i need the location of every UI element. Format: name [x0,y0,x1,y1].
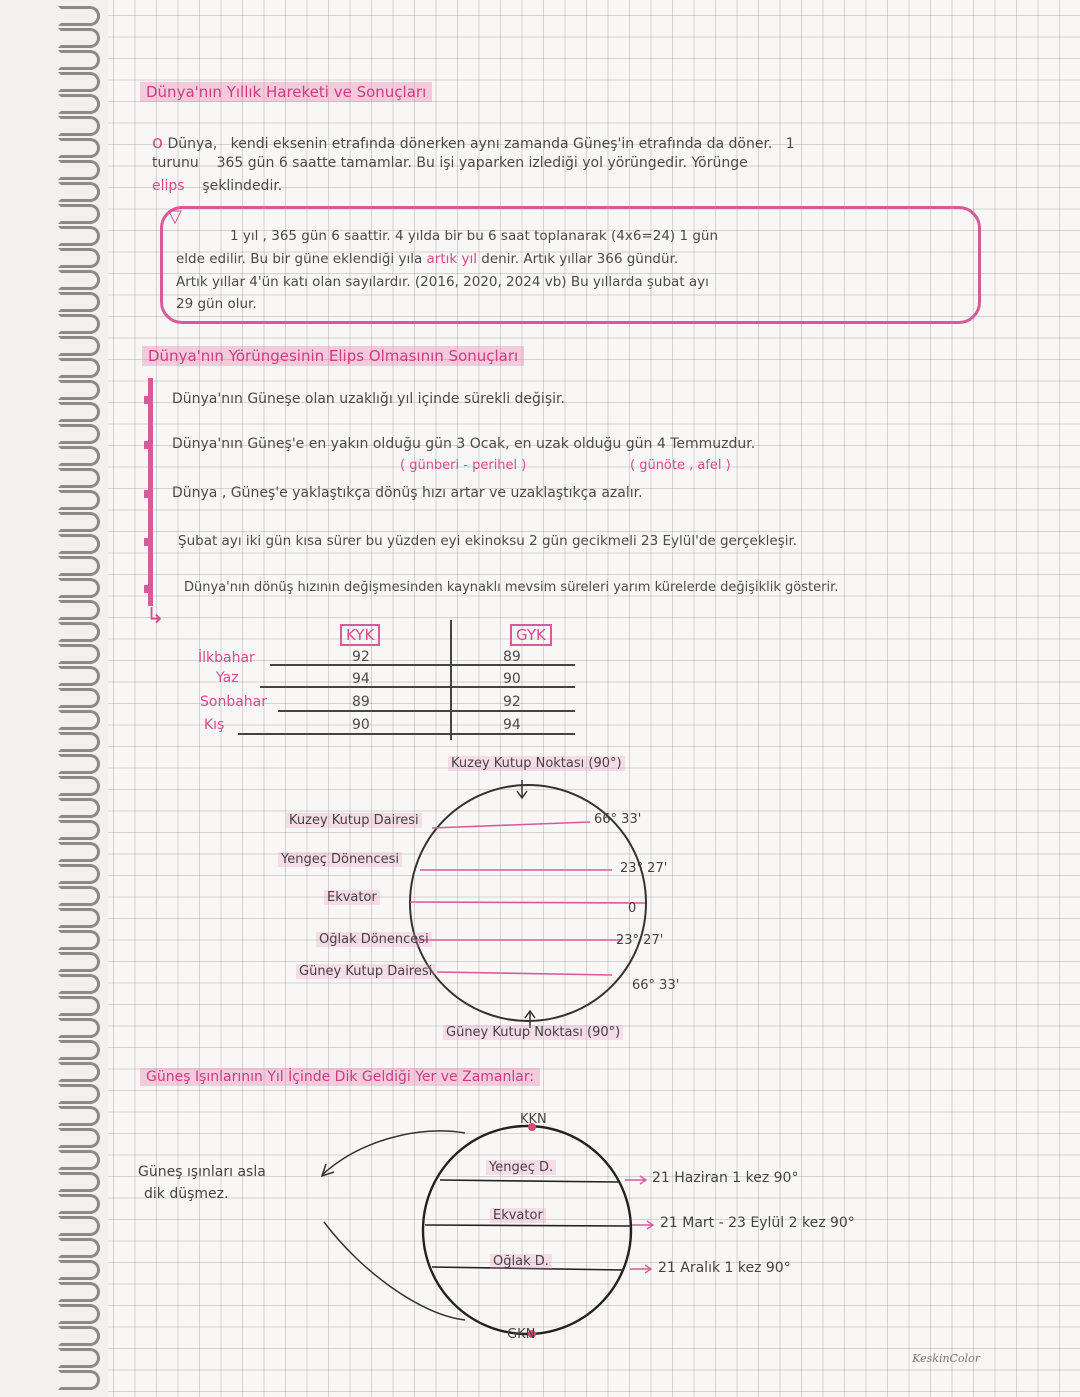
globe-2-curved-arrow-bottom [324,1222,465,1320]
section-2-item-4: Şubat ayı iki gün kısa sürer bu yüzden eyi ekinoksu 2 gün gecikmeli 23 Eylül'de gerçekleşir. [178,533,798,549]
aphelion-note: ( günöte , afel ) [630,458,731,473]
section-2-item-1: Dünya'nın Güneşe olan uzaklığı yıl içinde sürekli değişir. [172,391,565,407]
section-2-title: Dünya'nın Yörüngesinin Elips Olmasının Sonuçları [142,346,524,366]
page-title: Dünya'nın Yıllık Hareketi ve Sonuçları [140,82,432,102]
kyk-value-3: 89 [352,694,370,710]
kyk-value-2: 94 [352,671,370,687]
signature: KeskinColor [912,1352,980,1365]
intro-text-2: 365 gün 6 saatte tamamlar. Bu işi yaparken izlediği yol yörüngedir. Yörünge [216,155,748,171]
side-note-line-1: Güneş ışınları asla [138,1164,266,1180]
label-kuzey-kutup-dairesi: Kuzey Kutup Dairesi [286,813,422,828]
north-pole-label: Kuzey Kutup Noktası (90°) [448,756,625,771]
section-2-item-3: Dünya , Güneş'e yaklaştıkça dönüş hızı artar ve uzaklaştıkça azalır. [172,485,643,501]
label-guney-kutup-dairesi: Güney Kutup Dairesi [296,964,435,979]
season-name-1: İlkbahar [198,650,255,666]
globe-2-info-ekvator: 21 Mart - 23 Eylül 2 kez 90° [660,1215,855,1231]
season-name-4: Kış [204,717,225,733]
label-ekvator: Ekvator [324,890,380,905]
leap-term-artik-yil: artık yıl [426,251,477,267]
globe-1-line-guney-kutup [437,972,612,975]
season-name-3: Sonbahar [200,694,267,710]
label-yengec-donencesi: Yengeç Dönencesi [278,852,402,867]
table-header-kyk: KYK [340,624,380,646]
globe-2-line-ekvator [425,1225,630,1226]
gyk-value-4: 94 [503,717,521,733]
season-name-2: Yaz [216,670,239,686]
globe-2-bottom-label: GKN [507,1327,536,1342]
degree-oglak: 23° 27' [616,933,664,948]
globe-2-line-label-oglak: Oğlak D. [490,1254,552,1269]
degree-guney-kutup: 66° 33' [632,978,680,993]
curved-arrow-icon: ↳ [146,604,165,629]
kyk-value-4: 90 [352,717,370,733]
intro-text-1: kendi eksenin etrafında dönerken aynı zamanda Güneş'in etrafında da döner. [230,136,773,152]
gyk-value-3: 92 [503,694,521,710]
gyk-value-2: 90 [503,671,521,687]
table-header-gyk: GYK [510,624,552,646]
intro-word-dunya: Dünya, [167,136,218,152]
south-pole-label: Güney Kutup Noktası (90°) [443,1025,623,1040]
intro-word-turunu: turunu [152,155,199,171]
degree-yengec: 23° 27' [620,861,668,876]
intro-line-1: o Dünya, kendi eksenin etrafında dönerken aynı zamanda Güneş'in etrafında da döner. 1 [152,132,795,153]
intro-text-1c: 1 [785,136,795,152]
side-note-line-2: dik düşmez. [144,1186,229,1202]
leap-text-2a: elde edilir. Bu bir güne eklendiği yıla [176,251,423,267]
section-2-item-5: Dünya'nın dönüş hızının değişmesinden kaynaklı mevsim süreleri yarım kürelerde değişiklik gösterir. [184,580,839,595]
globe-2-info-oglak: 21 Aralık 1 kez 90° [658,1260,791,1276]
kyk-value-1: 92 [352,649,370,665]
intro-word-elips: elips [152,178,185,194]
intro-text-3: şeklindedir. [202,178,283,194]
globe-2-top-label: KKN [520,1112,547,1127]
degree-ekvator: 0 [628,901,637,916]
globe-2-info-yengec: 21 Haziran 1 kez 90° [652,1170,799,1186]
leap-text-2b: denir. Artık yıllar 366 gündür. [481,251,679,267]
section-2-item-2: Dünya'nın Güneş'e en yakın olduğu gün 3 Ocak, en uzak olduğu gün 4 Temmuzdur. [172,436,756,452]
leap-line-4: 29 gün olur. [176,296,257,312]
globe-2-line-label-ekvator: Ekvator [490,1208,546,1223]
globe-1-line-kuzey-kutup [432,822,590,828]
leap-line-3: Artık yıllar 4'ün katı olan sayılardır. (2016, 2020, 2024 vb) Bu yıllarda şubat ayı [176,274,709,290]
globe-1-line-ekvator [410,902,645,903]
label-oglak-donencesi: Oğlak Dönencesi [316,932,432,947]
degree-kuzey-kutup: 66° 33' [594,812,642,827]
leap-line-1: 1 yıl , 365 gün 6 saattir. 4 yılda bir bu 6 saat toplanarak (4x6=24) 1 gün [230,228,719,244]
perihelion-note: ( günberi - perihel ) [400,458,527,473]
globe-2-circle [423,1126,631,1334]
globe-2-line-label-yengec: Yengeç D. [486,1160,556,1175]
section-3-title: Güneş Işınlarının Yıl İçinde Dik Geldiği Yer ve Zamanlar: [140,1068,540,1086]
globe-2-line-yengec [440,1180,618,1182]
gyk-value-1: 89 [503,649,521,665]
warning-icon: ▽ [168,206,182,227]
